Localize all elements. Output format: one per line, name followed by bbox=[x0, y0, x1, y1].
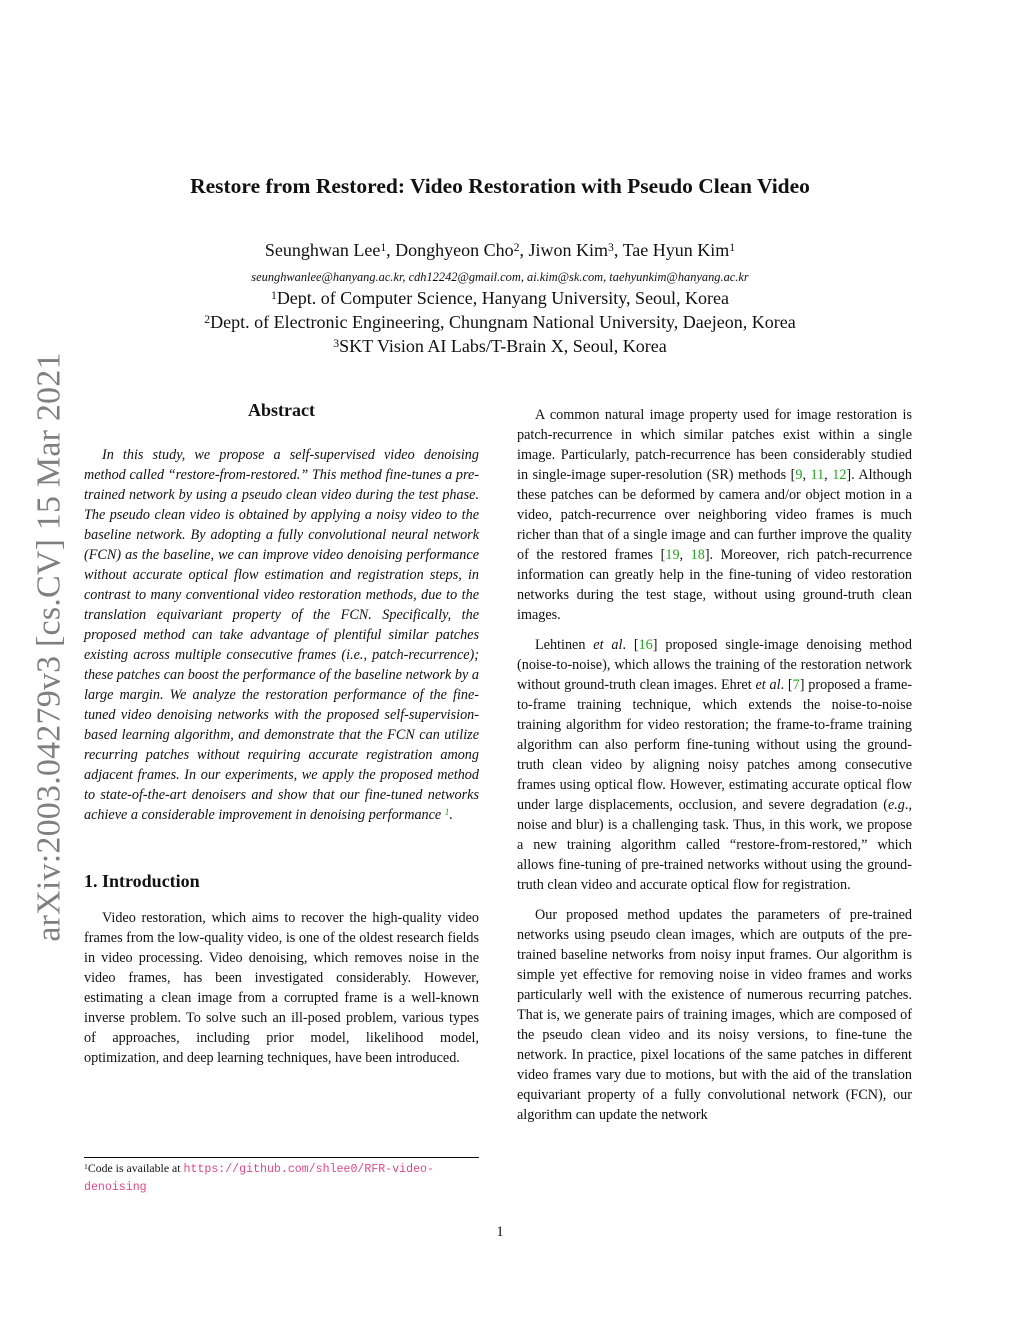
paragraph-text: ] proposed single-image denoising method (noise-to-noise), which allows the training of the restoration network without ground-truth clean images. Ehret bbox=[517, 637, 912, 693]
author-name: Seunghwan Lee bbox=[264, 240, 381, 260]
citation-link[interactable]: 18 bbox=[690, 547, 705, 563]
paragraph-text: A common natural image property used for image restoration is patch-recurrence in which similar patches exist within a single image. Particularly, patch-recurrence has been considerably studied in single-image super-resolution (SR) methods [ bbox=[517, 407, 912, 483]
arxiv-identifier-text: arXiv:2003.04279v3 [cs.CV] 15 Mar 2021 bbox=[31, 352, 68, 942]
author-name: Tae Hyun Kim bbox=[622, 240, 730, 260]
paragraph-text: . [ bbox=[622, 637, 639, 653]
citation-link[interactable]: 11 bbox=[810, 467, 825, 483]
author-emails: seunghwanlee@hanyang.ac.kr, cdh12242@gmail.com, ai.kim@sk.com, taehyunkim@hanyang.ac.kr bbox=[251, 270, 749, 284]
affiliation-text: Dept. of Electronic Engineering, Chungnam National University, Daejeon, Korea bbox=[210, 312, 796, 332]
citation-link[interactable]: 7 bbox=[792, 677, 800, 693]
author-affiliation-mark: 2 bbox=[513, 241, 520, 255]
page-number: 1 bbox=[496, 1224, 504, 1240]
abstract-end: . bbox=[449, 807, 453, 823]
affiliation-1 bbox=[100, 288, 900, 309]
author-list bbox=[100, 240, 900, 261]
author-separator: , bbox=[613, 240, 623, 260]
introduction-heading: 1. Introduction bbox=[84, 871, 200, 891]
abstract-heading: Abstract bbox=[248, 400, 315, 420]
author-affiliation-mark: 1 bbox=[729, 241, 736, 255]
introduction-paragraph: Video restoration, which aims to recover the high-quality video frames from the low-quality video, is one of the oldest research fields in video processing. Video denoising, which removes noise in the video frames, has been investigated considerably. However, estimating a clean image from a corrupted frame is a well-known inverse problem. To solve such an ill-posed problem, various types of approaches, including prior model, likelihood model, optimization, and deep learning techniques, have been introduced. bbox=[84, 910, 479, 1066]
affiliation-text: Dept. of Computer Science, Hanyang University, Seoul, Korea bbox=[276, 288, 730, 308]
eg-text: e.g bbox=[887, 797, 905, 813]
paragraph-text: . [ bbox=[780, 677, 793, 693]
footnote bbox=[84, 1157, 479, 1196]
citation-separator: , bbox=[679, 547, 691, 563]
paragraph-text: ] proposed a frame-to-frame training technique, which extends the noise-to-noise training algorithm for video restoration; the frame-to-frame training algorithm can also perform fine-tuning without using the ground-truth clean video by aligning noisy patches among consecutive frames using optical flow. However, estimating accurate optical flow under large displacements, occlusion, and severe degradation ( bbox=[517, 677, 913, 813]
proposed-method-paragraph: Our proposed method updates the parameters of pre-trained networks using pseudo clean images, which are outputs of the pre-trained baseline networks from noisy input frames. Our algorithm is simple yet effective for removing noise in video frames and works particularly well with the existence of numerous recurring patches. That is, we generate pairs of training images, which are composed of the pseudo clean video and its noisy versions, to fine-tune the network. In practice, pixel locations of the same patches in different video frames vary due to motions, but with the aid of the translation equivariant property of a fully convolutional network (FCN), our algorithm can update the network bbox=[517, 907, 912, 1123]
related-work-paragraph bbox=[517, 635, 912, 895]
affiliation-2 bbox=[100, 312, 900, 333]
affiliation-mark: 2 bbox=[204, 313, 211, 327]
affiliation-text: SKT Vision AI Labs/T-Brain X, Seoul, Korea bbox=[339, 336, 667, 356]
paper-title: Restore from Restored: Video Restoration with Pseudo Clean Video bbox=[190, 174, 810, 198]
author-name: Jiwon Kim bbox=[528, 240, 609, 260]
citation-link[interactable]: 9 bbox=[795, 467, 803, 483]
author-affiliation-mark: 3 bbox=[608, 241, 614, 255]
abstract-body bbox=[84, 445, 479, 825]
author-separator: , bbox=[386, 240, 396, 260]
paragraph-text: ., noise and blur) is a challenging task. Thus, in this work, we propose a new training algorithm called “restore-from-restored,” which allows fine-tuning of pre-trained networks without using the ground-truth clean video and accurate optical flow for registration. bbox=[517, 797, 912, 893]
paragraph-text: ]. Although these patches can be deformed by camera and/or object motion in a video, patch-recurrence over neighboring video frames is much richer than that of a single image and can further improve the quality of the restored frames [ bbox=[517, 467, 913, 563]
author-affiliation-mark: 1 bbox=[380, 241, 387, 255]
patch-recurrence-paragraph bbox=[517, 405, 912, 625]
et-al-text: et al bbox=[755, 677, 781, 693]
author-separator: , bbox=[519, 240, 529, 260]
abstract-footnote-link[interactable]: 1 bbox=[444, 807, 450, 818]
arxiv-identifier bbox=[30, 352, 70, 942]
affiliation-mark: 1 bbox=[270, 289, 277, 303]
footnote-text: Code is available at bbox=[87, 1161, 184, 1175]
affiliation-mark: 3 bbox=[333, 337, 340, 351]
right-column bbox=[517, 405, 912, 1135]
citation-separator: , bbox=[802, 467, 811, 483]
paragraph-text: ]. Moreover, rich patch-recurrence information can greatly help in the fine-tuning of video restoration networks during the test stage, without using ground-truth clean images. bbox=[517, 547, 913, 623]
citation-separator: , bbox=[824, 467, 833, 483]
left-column bbox=[84, 400, 479, 1078]
citation-link[interactable]: 16 bbox=[638, 637, 653, 653]
paragraph-text: Lehtinen bbox=[535, 637, 594, 653]
code-url-link[interactable]: https://github.com/shlee0/RFR-video-denoising bbox=[84, 1163, 434, 1194]
affiliation-3 bbox=[100, 336, 900, 357]
citation-link[interactable]: 12 bbox=[832, 467, 847, 483]
abstract-text: In this study, we propose a self-supervised video denoising method called “restore-from-restored.” This method fine-tunes a pre-trained network by using a pseudo clean video during the test phase. The pseudo clean video is obtained by applying a noisy video to the baseline network. By adopting a fully convolutional neural network (FCN) as the baseline, we can improve video denoising performance without accurate optical flow estimation and registration steps, in contrast to many conventional video restoration methods, due to the translation equivariant property of the FCN. Specifically, the proposed method can take advantage of plentiful similar patches existing across multiple consecutive frames (i.e., patch-recurrence); these patches can boost the performance of the baseline network by a large margin. We analyze the restoration performance of the fine-tuned video denoising networks with the proposed self-supervision-based learning algorithm, and demonstrate that the FCN can utilize recurring patches without requiring accurate registration among adjacent frames. In our experiments, we apply the proposed method to state-of-the-art denoisers and show that our fine-tuned networks achieve a considerable improvement in denoising performance bbox=[84, 447, 479, 823]
citation-link[interactable]: 19 bbox=[665, 547, 680, 563]
author-name: Donghyeon Cho bbox=[395, 240, 514, 260]
et-al-text: et al bbox=[593, 637, 623, 653]
footnote-mark: 1 bbox=[84, 1161, 88, 1171]
